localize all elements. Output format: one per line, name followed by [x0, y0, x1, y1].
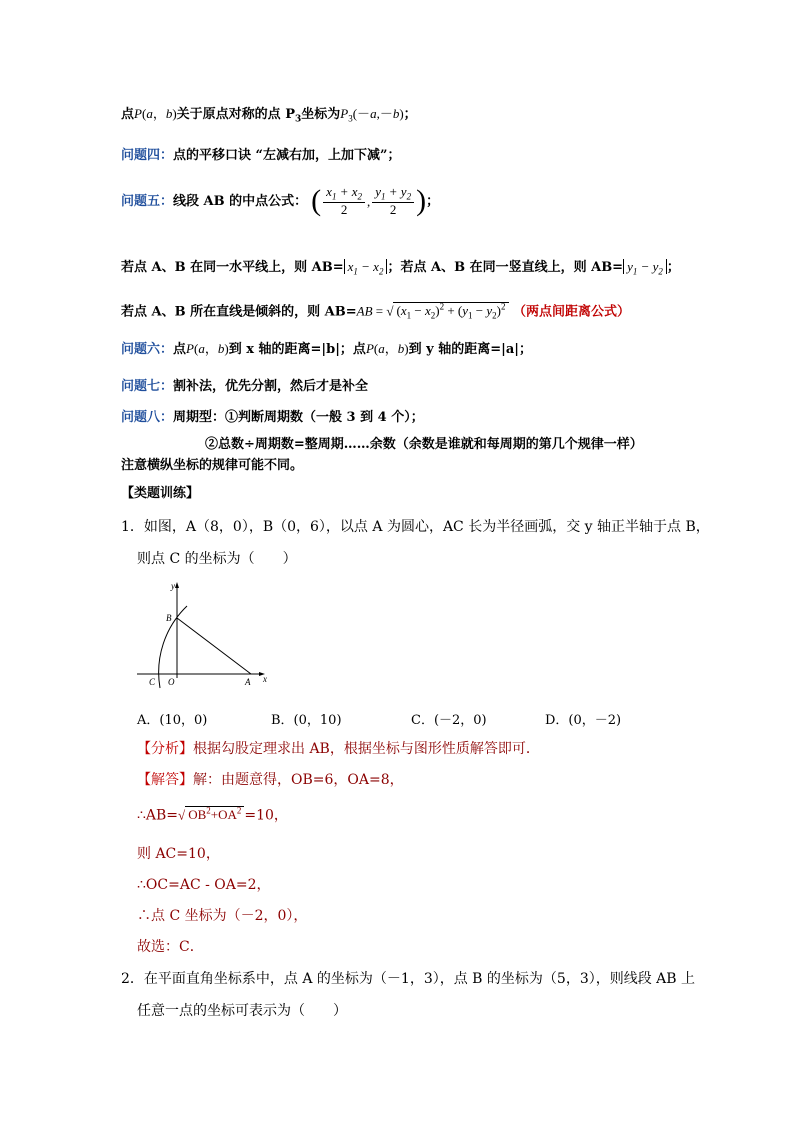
problem-2-line2: 任意一点的坐标可表示为（ ）: [137, 1003, 347, 1019]
option-a[interactable]: A．(10，0): [137, 713, 208, 728]
question-six: 问题六：点P(a，b)到 x 轴的距离=|b|；点P(a，b)到 y 轴的距离=|a|；: [121, 341, 532, 357]
question-four: 问题四：点的平移口诀 “左减右加，上加下减”；: [121, 148, 401, 163]
label-o: O: [168, 677, 175, 687]
option-b[interactable]: B．(0，10): [271, 713, 342, 728]
option-d[interactable]: D．(0，－2): [545, 713, 622, 728]
section-heading: 【类题训练】: [121, 486, 200, 501]
problem-1-figure: [135, 578, 280, 693]
label-x: x: [263, 674, 267, 684]
horizontal-vertical-distance: 若点 A、B 在同一水平线上，则 $AB= x_1 - x_2$ ；若点 A、B 在同一竖直线上，则 $AB= y_1 - y_2$ ；: [121, 259, 680, 277]
problem-1-step5: 故选：C．: [137, 939, 204, 955]
problem-1-line1: 1．如图，A（8，0），B（0，6），以点 A 为圆心，AC 长为半径画弧，交 y 轴正半轴于点 B，: [121, 519, 710, 535]
question-five: 问题五： 线段 AB 的中点公式： ( $\frac{x_1 + x_2}{2}$ , $\frac{y_1 + y_2}{2}$ ) ；: [121, 184, 440, 218]
problem-1-step3: ∴OC=AC - OA=2，: [137, 877, 271, 893]
question-eight-step2: ②总数÷周期数=整周期……余数（余数是谁就和每周期的第几个规律一样）: [205, 437, 643, 452]
segment-ab: [177, 618, 251, 674]
symmetry-rule-line: 点P(a，b)关于原点对称的点 $P_3$坐标为$P_3(-a,-b)$；: [121, 106, 417, 125]
y-axis-arrow: [175, 582, 179, 588]
label-b: B: [166, 613, 172, 623]
problem-1-line2: 则点 C 的坐标为（ ）: [137, 551, 297, 567]
label-c: C: [149, 677, 156, 687]
question-eight: 问题八：周期型：①判断周期数（一般 3 到 4 个）；: [121, 410, 424, 425]
arc: [159, 606, 187, 688]
problem-1-answer: 【解答】解：由题意得，OB=6，OA=8，: [137, 772, 404, 788]
label-y: y: [171, 581, 175, 591]
problem-2-line1: 2．在平面直角坐标系中，点 A 的坐标为（－1，3），点 B 的坐标为（5，3），则线段 AB 上: [121, 971, 696, 987]
label-a: A: [245, 677, 251, 687]
problem-1-analysis: 【分析】根据勾股定理求出 AB，根据坐标与图形性质解答即可．: [137, 741, 540, 757]
problem-1-step2: 则 AC=10，: [137, 846, 220, 862]
problem-1-step4: ∴点 C 坐标为（－2，0），: [137, 908, 308, 924]
question-seven: 问题七：割补法，优先分割，然后才是补全: [121, 379, 369, 394]
problem-1-step1: ∴AB=√ $OB^2+OA^2 =10$，: [137, 806, 288, 824]
slanted-distance: 若点 A、B 所在直线是倾斜的，则 AB=AB = √ $(x_1 - x_2)^2 + (y_1 - y_2)^2$ （两点间距离公式）: [121, 302, 631, 321]
question-eight-note: 注意横纵坐标的规律可能不同。: [121, 458, 304, 473]
option-c[interactable]: C．(－2，0): [411, 713, 487, 728]
